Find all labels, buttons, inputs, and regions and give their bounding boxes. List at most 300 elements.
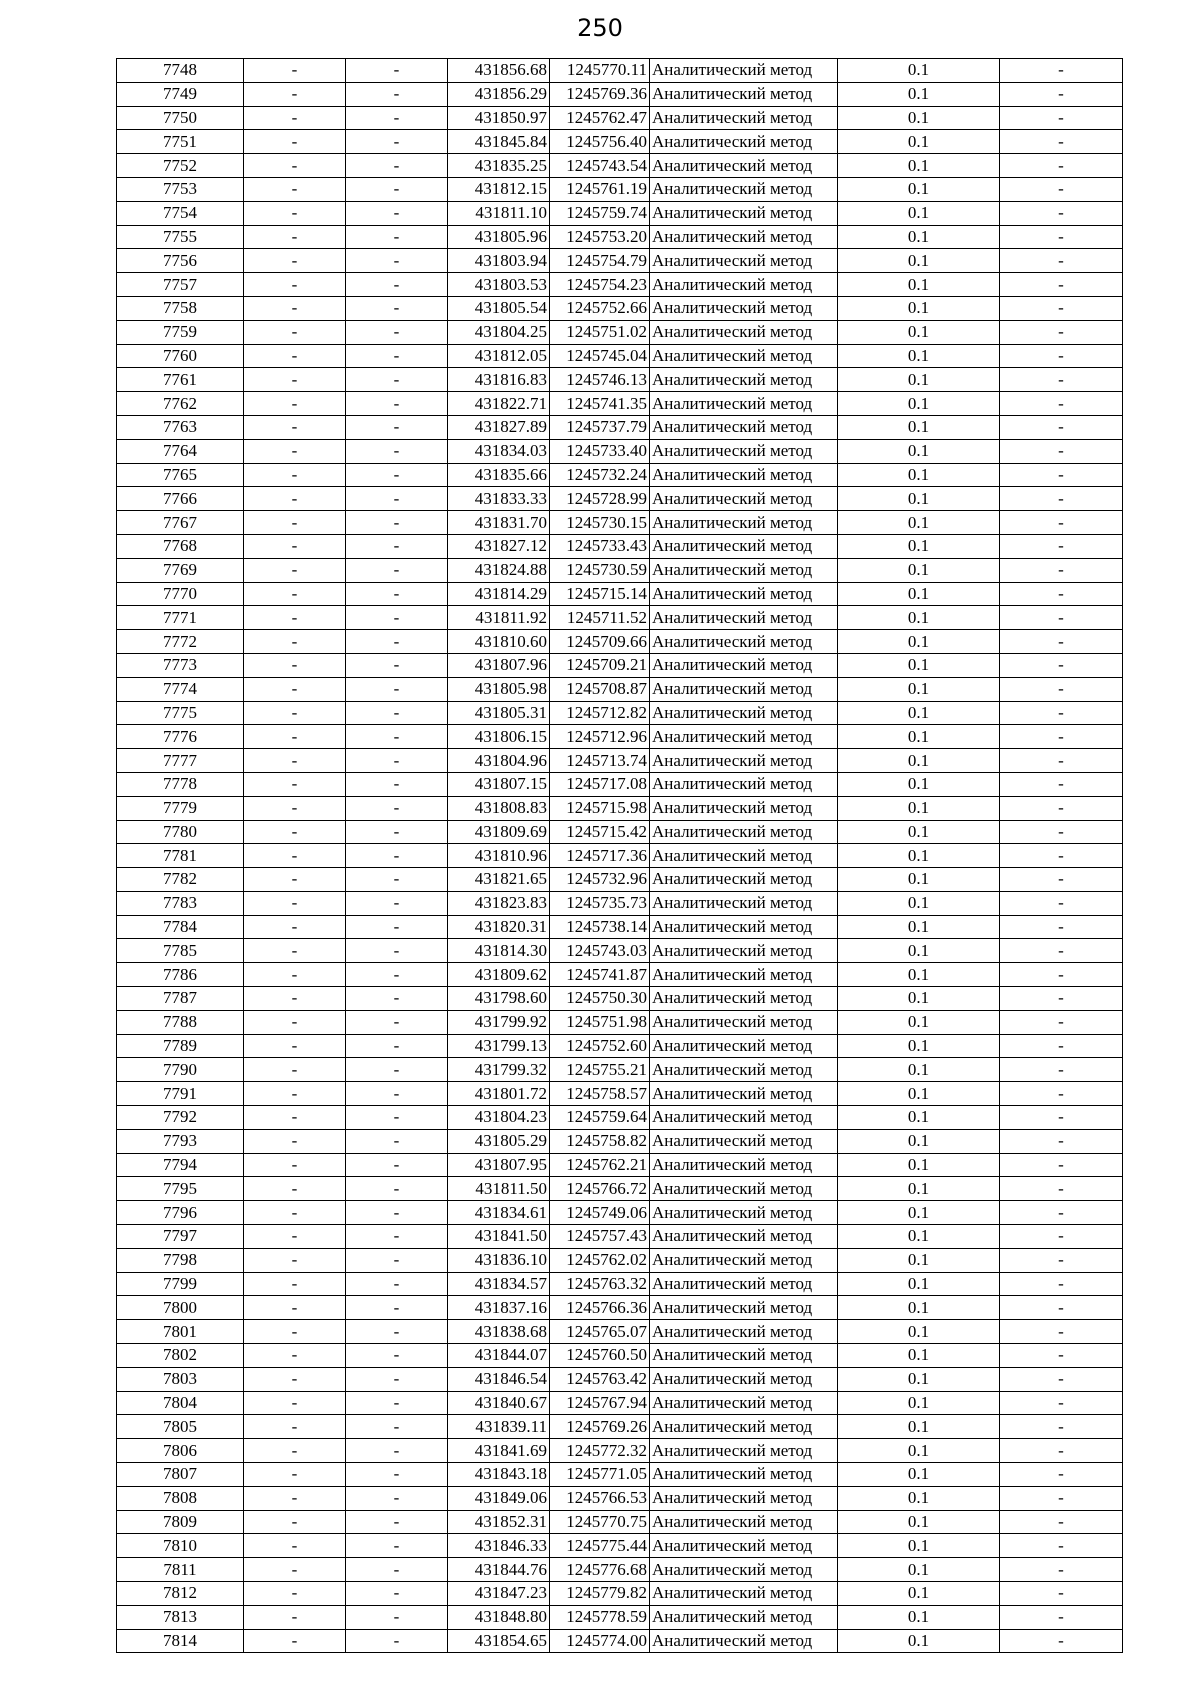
accuracy-cell: 0.1 xyxy=(838,1344,1000,1368)
y-coordinate-cell: 1245709.21 xyxy=(550,653,650,677)
dash-cell: - xyxy=(244,1296,346,1320)
point-number-cell: 7793 xyxy=(117,1129,244,1153)
dash-cell: - xyxy=(244,1486,346,1510)
dash-cell: - xyxy=(244,1344,346,1368)
point-number-cell: 7801 xyxy=(117,1320,244,1344)
dash-cell: - xyxy=(244,273,346,297)
dash-cell: - xyxy=(244,1415,346,1439)
y-coordinate-cell: 1245759.74 xyxy=(550,201,650,225)
method-cell: Аналитический метод xyxy=(650,891,838,915)
dash-cell: - xyxy=(1000,796,1123,820)
accuracy-cell: 0.1 xyxy=(838,653,1000,677)
dash-cell: - xyxy=(244,344,346,368)
dash-cell: - xyxy=(244,225,346,249)
point-number-cell: 7764 xyxy=(117,439,244,463)
y-coordinate-cell: 1245767.94 xyxy=(550,1391,650,1415)
point-number-cell: 7813 xyxy=(117,1605,244,1629)
accuracy-cell: 0.1 xyxy=(838,1106,1000,1130)
method-cell: Аналитический метод xyxy=(650,677,838,701)
accuracy-cell: 0.1 xyxy=(838,415,1000,439)
dash-cell: - xyxy=(1000,106,1123,130)
dash-cell: - xyxy=(244,1629,346,1653)
dash-cell: - xyxy=(1000,439,1123,463)
table-row xyxy=(117,915,1123,939)
x-coordinate-cell: 431846.33 xyxy=(448,1534,550,1558)
dash-cell: - xyxy=(244,606,346,630)
point-number-cell: 7809 xyxy=(117,1510,244,1534)
method-cell: Аналитический метод xyxy=(650,820,838,844)
method-cell: Аналитический метод xyxy=(650,344,838,368)
x-coordinate-cell: 431805.54 xyxy=(448,296,550,320)
table-row xyxy=(117,1010,1123,1034)
method-cell: Аналитический метод xyxy=(650,939,838,963)
x-coordinate-cell: 431811.50 xyxy=(448,1177,550,1201)
method-cell: Аналитический метод xyxy=(650,225,838,249)
dash-cell: - xyxy=(244,868,346,892)
dash-cell: - xyxy=(346,487,448,511)
method-cell: Аналитический метод xyxy=(650,82,838,106)
accuracy-cell: 0.1 xyxy=(838,1320,1000,1344)
method-cell: Аналитический метод xyxy=(650,130,838,154)
dash-cell: - xyxy=(244,796,346,820)
dash-cell: - xyxy=(1000,558,1123,582)
table-row xyxy=(117,273,1123,297)
dash-cell: - xyxy=(1000,82,1123,106)
dash-cell: - xyxy=(346,582,448,606)
method-cell: Аналитический метод xyxy=(650,1486,838,1510)
method-cell: Аналитический метод xyxy=(650,1129,838,1153)
dash-cell: - xyxy=(1000,177,1123,201)
dash-cell: - xyxy=(244,106,346,130)
point-number-cell: 7806 xyxy=(117,1439,244,1463)
y-coordinate-cell: 1245769.26 xyxy=(550,1415,650,1439)
accuracy-cell: 0.1 xyxy=(838,844,1000,868)
method-cell: Аналитический метод xyxy=(650,177,838,201)
method-cell: Аналитический метод xyxy=(650,154,838,178)
dash-cell: - xyxy=(244,820,346,844)
accuracy-cell: 0.1 xyxy=(838,1225,1000,1249)
method-cell: Аналитический метод xyxy=(650,296,838,320)
y-coordinate-cell: 1245754.79 xyxy=(550,249,650,273)
x-coordinate-cell: 431852.31 xyxy=(448,1510,550,1534)
dash-cell: - xyxy=(1000,1391,1123,1415)
y-coordinate-cell: 1245708.87 xyxy=(550,677,650,701)
point-number-cell: 7752 xyxy=(117,154,244,178)
point-number-cell: 7791 xyxy=(117,1082,244,1106)
x-coordinate-cell: 431839.11 xyxy=(448,1415,550,1439)
dash-cell: - xyxy=(244,296,346,320)
point-number-cell: 7781 xyxy=(117,844,244,868)
table-row xyxy=(117,1367,1123,1391)
accuracy-cell: 0.1 xyxy=(838,1034,1000,1058)
table-row xyxy=(117,415,1123,439)
y-coordinate-cell: 1245762.02 xyxy=(550,1248,650,1272)
table-row xyxy=(117,225,1123,249)
dash-cell: - xyxy=(346,1320,448,1344)
table-row xyxy=(117,1439,1123,1463)
dash-cell: - xyxy=(1000,296,1123,320)
dash-cell: - xyxy=(346,963,448,987)
dash-cell: - xyxy=(346,1082,448,1106)
y-coordinate-cell: 1245774.00 xyxy=(550,1629,650,1653)
coordinates-table xyxy=(116,58,1123,1653)
y-coordinate-cell: 1245779.82 xyxy=(550,1582,650,1606)
table-row xyxy=(117,987,1123,1011)
dash-cell: - xyxy=(346,1248,448,1272)
dash-cell: - xyxy=(1000,1296,1123,1320)
dash-cell: - xyxy=(346,1153,448,1177)
dash-cell: - xyxy=(244,915,346,939)
dash-cell: - xyxy=(1000,630,1123,654)
accuracy-cell: 0.1 xyxy=(838,749,1000,773)
dash-cell: - xyxy=(244,82,346,106)
point-number-cell: 7765 xyxy=(117,463,244,487)
x-coordinate-cell: 431805.31 xyxy=(448,701,550,725)
y-coordinate-cell: 1245752.60 xyxy=(550,1034,650,1058)
x-coordinate-cell: 431801.72 xyxy=(448,1082,550,1106)
point-number-cell: 7795 xyxy=(117,1177,244,1201)
dash-cell: - xyxy=(1000,368,1123,392)
dash-cell: - xyxy=(1000,344,1123,368)
dash-cell: - xyxy=(346,1605,448,1629)
dash-cell: - xyxy=(244,891,346,915)
y-coordinate-cell: 1245728.99 xyxy=(550,487,650,511)
y-coordinate-cell: 1245741.35 xyxy=(550,392,650,416)
dash-cell: - xyxy=(346,868,448,892)
method-cell: Аналитический метод xyxy=(650,582,838,606)
method-cell: Аналитический метод xyxy=(650,725,838,749)
dash-cell: - xyxy=(346,1486,448,1510)
dash-cell: - xyxy=(346,273,448,297)
dash-cell: - xyxy=(244,201,346,225)
table-row xyxy=(117,201,1123,225)
table-row xyxy=(117,582,1123,606)
dash-cell: - xyxy=(346,891,448,915)
dash-cell: - xyxy=(1000,534,1123,558)
point-number-cell: 7786 xyxy=(117,963,244,987)
y-coordinate-cell: 1245743.03 xyxy=(550,939,650,963)
dash-cell: - xyxy=(1000,1058,1123,1082)
method-cell: Аналитический метод xyxy=(650,772,838,796)
dash-cell: - xyxy=(244,439,346,463)
dash-cell: - xyxy=(346,439,448,463)
point-number-cell: 7751 xyxy=(117,130,244,154)
dash-cell: - xyxy=(1000,392,1123,416)
x-coordinate-cell: 431811.92 xyxy=(448,606,550,630)
dash-cell: - xyxy=(1000,415,1123,439)
point-number-cell: 7807 xyxy=(117,1463,244,1487)
method-cell: Аналитический метод xyxy=(650,844,838,868)
method-cell: Аналитический метод xyxy=(650,1415,838,1439)
dash-cell: - xyxy=(1000,225,1123,249)
method-cell: Аналитический метод xyxy=(650,987,838,1011)
point-number-cell: 7798 xyxy=(117,1248,244,1272)
x-coordinate-cell: 431822.71 xyxy=(448,392,550,416)
dash-cell: - xyxy=(346,1129,448,1153)
table-row xyxy=(117,1272,1123,1296)
table-row xyxy=(117,439,1123,463)
dash-cell: - xyxy=(1000,772,1123,796)
table-row xyxy=(117,177,1123,201)
table-row xyxy=(117,820,1123,844)
dash-cell: - xyxy=(346,939,448,963)
dash-cell: - xyxy=(346,1106,448,1130)
dash-cell: - xyxy=(1000,1534,1123,1558)
accuracy-cell: 0.1 xyxy=(838,939,1000,963)
table-row xyxy=(117,1248,1123,1272)
y-coordinate-cell: 1245766.53 xyxy=(550,1486,650,1510)
dash-cell: - xyxy=(244,749,346,773)
table-row xyxy=(117,1201,1123,1225)
dash-cell: - xyxy=(1000,582,1123,606)
accuracy-cell: 0.1 xyxy=(838,1629,1000,1653)
accuracy-cell: 0.1 xyxy=(838,296,1000,320)
table-row xyxy=(117,1058,1123,1082)
dash-cell: - xyxy=(346,1463,448,1487)
table-row xyxy=(117,344,1123,368)
method-cell: Аналитический метод xyxy=(650,606,838,630)
table-row xyxy=(117,1486,1123,1510)
dash-cell: - xyxy=(244,1534,346,1558)
x-coordinate-cell: 431849.06 xyxy=(448,1486,550,1510)
y-coordinate-cell: 1245717.08 xyxy=(550,772,650,796)
accuracy-cell: 0.1 xyxy=(838,915,1000,939)
accuracy-cell: 0.1 xyxy=(838,1439,1000,1463)
y-coordinate-cell: 1245715.42 xyxy=(550,820,650,844)
point-number-cell: 7749 xyxy=(117,82,244,106)
dash-cell: - xyxy=(244,653,346,677)
x-coordinate-cell: 431837.16 xyxy=(448,1296,550,1320)
dash-cell: - xyxy=(1000,963,1123,987)
point-number-cell: 7770 xyxy=(117,582,244,606)
dash-cell: - xyxy=(346,630,448,654)
table-row xyxy=(117,558,1123,582)
point-number-cell: 7788 xyxy=(117,1010,244,1034)
dash-cell: - xyxy=(244,511,346,535)
x-coordinate-cell: 431803.53 xyxy=(448,273,550,297)
y-coordinate-cell: 1245760.50 xyxy=(550,1344,650,1368)
x-coordinate-cell: 431834.03 xyxy=(448,439,550,463)
x-coordinate-cell: 431841.69 xyxy=(448,1439,550,1463)
method-cell: Аналитический метод xyxy=(650,749,838,773)
dash-cell: - xyxy=(346,1296,448,1320)
x-coordinate-cell: 431812.05 xyxy=(448,344,550,368)
dash-cell: - xyxy=(346,249,448,273)
table-row xyxy=(117,249,1123,273)
dash-cell: - xyxy=(1000,487,1123,511)
dash-cell: - xyxy=(244,463,346,487)
accuracy-cell: 0.1 xyxy=(838,820,1000,844)
dash-cell: - xyxy=(346,225,448,249)
x-coordinate-cell: 431804.23 xyxy=(448,1106,550,1130)
dash-cell: - xyxy=(244,725,346,749)
method-cell: Аналитический метод xyxy=(650,1296,838,1320)
dash-cell: - xyxy=(244,1558,346,1582)
y-coordinate-cell: 1245712.96 xyxy=(550,725,650,749)
table-row xyxy=(117,630,1123,654)
table-row xyxy=(117,1415,1123,1439)
accuracy-cell: 0.1 xyxy=(838,82,1000,106)
accuracy-cell: 0.1 xyxy=(838,106,1000,130)
table-row xyxy=(117,463,1123,487)
x-coordinate-cell: 431807.15 xyxy=(448,772,550,796)
point-number-cell: 7754 xyxy=(117,201,244,225)
y-coordinate-cell: 1245715.98 xyxy=(550,796,650,820)
method-cell: Аналитический метод xyxy=(650,1272,838,1296)
point-number-cell: 7761 xyxy=(117,368,244,392)
y-coordinate-cell: 1245733.43 xyxy=(550,534,650,558)
method-cell: Аналитический метод xyxy=(650,1153,838,1177)
accuracy-cell: 0.1 xyxy=(838,1129,1000,1153)
x-coordinate-cell: 431846.54 xyxy=(448,1367,550,1391)
dash-cell: - xyxy=(346,154,448,178)
point-number-cell: 7784 xyxy=(117,915,244,939)
table-row xyxy=(117,1106,1123,1130)
table-row xyxy=(117,487,1123,511)
dash-cell: - xyxy=(1000,749,1123,773)
table-row xyxy=(117,368,1123,392)
dash-cell: - xyxy=(1000,463,1123,487)
dash-cell: - xyxy=(244,59,346,83)
accuracy-cell: 0.1 xyxy=(838,511,1000,535)
x-coordinate-cell: 431803.94 xyxy=(448,249,550,273)
method-cell: Аналитический метод xyxy=(650,1344,838,1368)
method-cell: Аналитический метод xyxy=(650,653,838,677)
dash-cell: - xyxy=(244,320,346,344)
point-number-cell: 7812 xyxy=(117,1582,244,1606)
table-row xyxy=(117,701,1123,725)
dash-cell: - xyxy=(244,1225,346,1249)
point-number-cell: 7766 xyxy=(117,487,244,511)
dash-cell: - xyxy=(346,368,448,392)
table-row xyxy=(117,320,1123,344)
x-coordinate-cell: 431805.96 xyxy=(448,225,550,249)
dash-cell: - xyxy=(346,82,448,106)
accuracy-cell: 0.1 xyxy=(838,1201,1000,1225)
point-number-cell: 7774 xyxy=(117,677,244,701)
method-cell: Аналитический метод xyxy=(650,558,838,582)
method-cell: Аналитический метод xyxy=(650,59,838,83)
table-row xyxy=(117,939,1123,963)
point-number-cell: 7814 xyxy=(117,1629,244,1653)
dash-cell: - xyxy=(1000,1225,1123,1249)
y-coordinate-cell: 1245762.47 xyxy=(550,106,650,130)
x-coordinate-cell: 431831.70 xyxy=(448,511,550,535)
method-cell: Аналитический метод xyxy=(650,201,838,225)
dash-cell: - xyxy=(346,606,448,630)
point-number-cell: 7782 xyxy=(117,868,244,892)
y-coordinate-cell: 1245730.59 xyxy=(550,558,650,582)
dash-cell: - xyxy=(1000,915,1123,939)
dash-cell: - xyxy=(1000,725,1123,749)
accuracy-cell: 0.1 xyxy=(838,677,1000,701)
y-coordinate-cell: 1245772.32 xyxy=(550,1439,650,1463)
method-cell: Аналитический метод xyxy=(650,1510,838,1534)
x-coordinate-cell: 431835.66 xyxy=(448,463,550,487)
y-coordinate-cell: 1245751.02 xyxy=(550,320,650,344)
x-coordinate-cell: 431843.18 xyxy=(448,1463,550,1487)
x-coordinate-cell: 431820.31 xyxy=(448,915,550,939)
table-row xyxy=(117,1558,1123,1582)
y-coordinate-cell: 1245766.36 xyxy=(550,1296,650,1320)
table-row xyxy=(117,1463,1123,1487)
x-coordinate-cell: 431812.15 xyxy=(448,177,550,201)
point-number-cell: 7753 xyxy=(117,177,244,201)
x-coordinate-cell: 431848.80 xyxy=(448,1605,550,1629)
point-number-cell: 7796 xyxy=(117,1201,244,1225)
dash-cell: - xyxy=(1000,154,1123,178)
dash-cell: - xyxy=(1000,1605,1123,1629)
point-number-cell: 7789 xyxy=(117,1034,244,1058)
point-number-cell: 7797 xyxy=(117,1225,244,1249)
table-row xyxy=(117,1344,1123,1368)
dash-cell: - xyxy=(346,534,448,558)
dash-cell: - xyxy=(346,558,448,582)
table-row xyxy=(117,653,1123,677)
dash-cell: - xyxy=(346,915,448,939)
dash-cell: - xyxy=(244,630,346,654)
dash-cell: - xyxy=(244,1510,346,1534)
method-cell: Аналитический метод xyxy=(650,701,838,725)
x-coordinate-cell: 431827.12 xyxy=(448,534,550,558)
accuracy-cell: 0.1 xyxy=(838,1510,1000,1534)
x-coordinate-cell: 431810.96 xyxy=(448,844,550,868)
dash-cell: - xyxy=(1000,1320,1123,1344)
table-row xyxy=(117,1034,1123,1058)
dash-cell: - xyxy=(1000,1248,1123,1272)
table-row xyxy=(117,1082,1123,1106)
y-coordinate-cell: 1245755.21 xyxy=(550,1058,650,1082)
x-coordinate-cell: 431799.92 xyxy=(448,1010,550,1034)
dash-cell: - xyxy=(346,844,448,868)
dash-cell: - xyxy=(1000,1201,1123,1225)
dash-cell: - xyxy=(1000,1082,1123,1106)
table-row xyxy=(117,154,1123,178)
dash-cell: - xyxy=(346,725,448,749)
method-cell: Аналитический метод xyxy=(650,1248,838,1272)
dash-cell: - xyxy=(346,296,448,320)
dash-cell: - xyxy=(346,106,448,130)
x-coordinate-cell: 431847.23 xyxy=(448,1582,550,1606)
accuracy-cell: 0.1 xyxy=(838,1058,1000,1082)
point-number-cell: 7756 xyxy=(117,249,244,273)
dash-cell: - xyxy=(1000,59,1123,83)
table-row xyxy=(117,1320,1123,1344)
dash-cell: - xyxy=(244,1367,346,1391)
method-cell: Аналитический метод xyxy=(650,1582,838,1606)
y-coordinate-cell: 1245737.79 xyxy=(550,415,650,439)
y-coordinate-cell: 1245776.68 xyxy=(550,1558,650,1582)
table-row xyxy=(117,1534,1123,1558)
accuracy-cell: 0.1 xyxy=(838,439,1000,463)
y-coordinate-cell: 1245765.07 xyxy=(550,1320,650,1344)
y-coordinate-cell: 1245735.73 xyxy=(550,891,650,915)
accuracy-cell: 0.1 xyxy=(838,1415,1000,1439)
dash-cell: - xyxy=(244,963,346,987)
x-coordinate-cell: 431827.89 xyxy=(448,415,550,439)
method-cell: Аналитический метод xyxy=(650,1058,838,1082)
dash-cell: - xyxy=(1000,891,1123,915)
dash-cell: - xyxy=(1000,820,1123,844)
dash-cell: - xyxy=(346,177,448,201)
x-coordinate-cell: 431814.29 xyxy=(448,582,550,606)
point-number-cell: 7775 xyxy=(117,701,244,725)
dash-cell: - xyxy=(1000,701,1123,725)
dash-cell: - xyxy=(244,582,346,606)
y-coordinate-cell: 1245761.19 xyxy=(550,177,650,201)
table-row xyxy=(117,891,1123,915)
dash-cell: - xyxy=(346,201,448,225)
